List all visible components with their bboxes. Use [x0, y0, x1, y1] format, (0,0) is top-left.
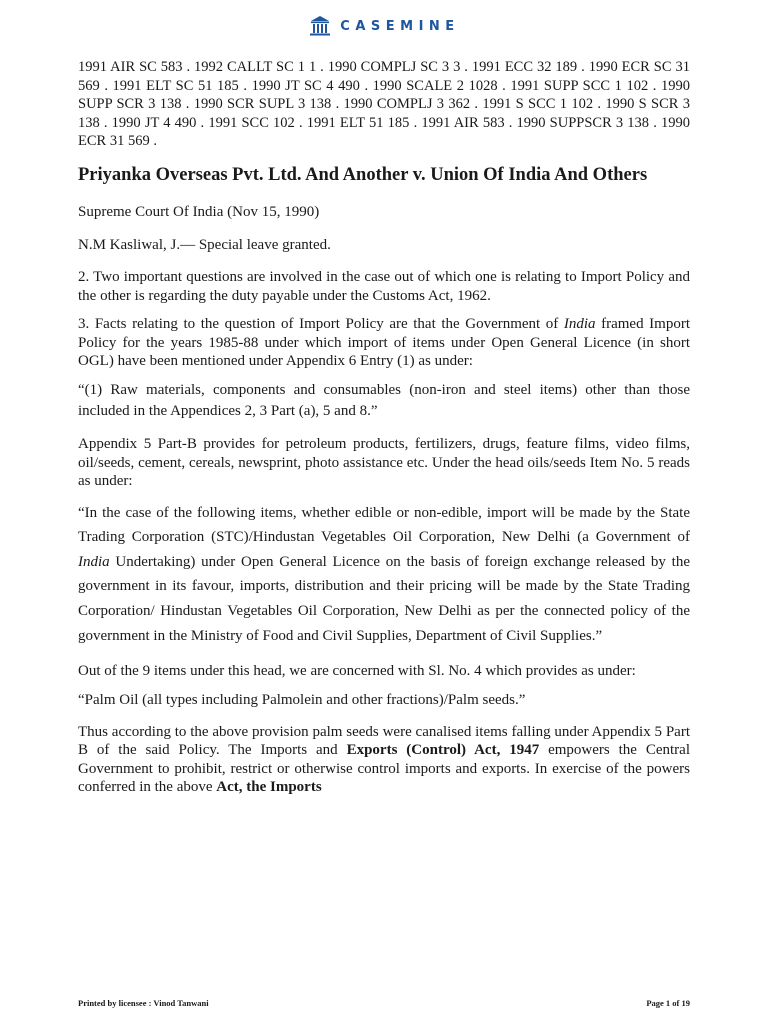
quote-edible-items: “In the case of the following items, whether edible or non-edible, import will be made by the State Trading Corporation (STC)/Hindustan Vegetables Oil Corporation, New Delhi (a Government of India Undertaking) under Open General Licence on the basis of foreign exchange released by the government in its favour, imports, distribution and their pricing will be made by the State Trading Corporation/ Hindustan Vegetables Oil Corporation, New Delhi as per the connected policy of the government in the Ministry of Food and Civil Supplies, Department of Civil Supplies.”	[78, 504, 690, 644]
case-title: Priyanka Overseas Pvt. Ltd. And Another v. Union Of India And Others	[78, 164, 648, 185]
court-line: Supreme Court Of India (Nov 15, 1990)	[78, 203, 320, 220]
paragraph-3: 3. Facts relating to the question of Import Policy are that the Government of India framed Import Policy for the years 1985-88 under which import of items under Open General Licence (in short OGL) have been mentioned under Appendix 6 Entry (1) as under:	[78, 316, 690, 369]
pillared-building-icon	[308, 14, 332, 38]
page-number: Page 1 of 19	[646, 998, 690, 1008]
quote-raw-materials: “(1) Raw materials, components and consumables (non-iron and steel items) other than those included in the Appendices 2, 3 Part (a), 5 and 8.”	[78, 382, 690, 419]
citation-list: 1991 AIR SC 583 . 1992 CALLT SC 1 1 . 1990 COMPLJ SC 3 3 . 1991 ECC 32 189 . 1990 ECR SC 31 569 . 1991 ELT SC 51 185 . 1990 JT SC 4 490 . 1990 SCALE 2 1028 . 1991 SUPP SCC 1 102 . 1990 SUPP SCR 3 138 . 1990 SCR SUPL 3 138 . 1990 COMPLJ 3 362 . 1991 S SCC 1 102 . 1990 S SCR 3 138 . 1990 JT 4 490 . 1991 SCC 102 . 1991 ELT 51 185 . 1991 AIR 583 . 1990 SUPPSCR 3 138 . 1990 ECR 31 569 .	[78, 59, 690, 150]
paragraph-appendix-5: Appendix 5 Part-B provides for petroleum products, fertilizers, drugs, feature films, video films, oil/seeds, cement, cereals, newsprint, photo assistance etc. Under the head oils/seeds Item No. 5 reads as under:	[78, 436, 690, 490]
document-body	[78, 58, 690, 807]
paragraph-2: 2. Two important questions are involved in the case out of which one is relating to Import Policy and the other is regarding the duty payable under the Customs Act, 1962.	[78, 269, 690, 304]
paragraph-canalised: Thus according to the above provision palm seeds were canalised items falling under Appendix 5 Part B of the said Policy. The Imports and Exports (Control) Act, 1947 empowers the Central Government to prohibit, restrict or otherwise control imports and exports. In exercise of the powers conferred in the above Act, the Imports	[78, 724, 690, 796]
brand-name: CASEMINE	[340, 18, 460, 34]
casemine-logo	[0, 14, 768, 44]
licensee-note: Printed by licensee : Vinod Tanwani	[78, 998, 209, 1008]
paragraph-sl-no-4: Out of the 9 items under this head, we are concerned with Sl. No. 4 which provides as under:	[78, 663, 636, 680]
quote-palm-oil: “Palm Oil (all types including Palmolein and other fractions)/Palm seeds.”	[78, 691, 526, 708]
paragraph-intro: N.M Kasliwal, J.— Special leave granted.	[78, 236, 331, 253]
